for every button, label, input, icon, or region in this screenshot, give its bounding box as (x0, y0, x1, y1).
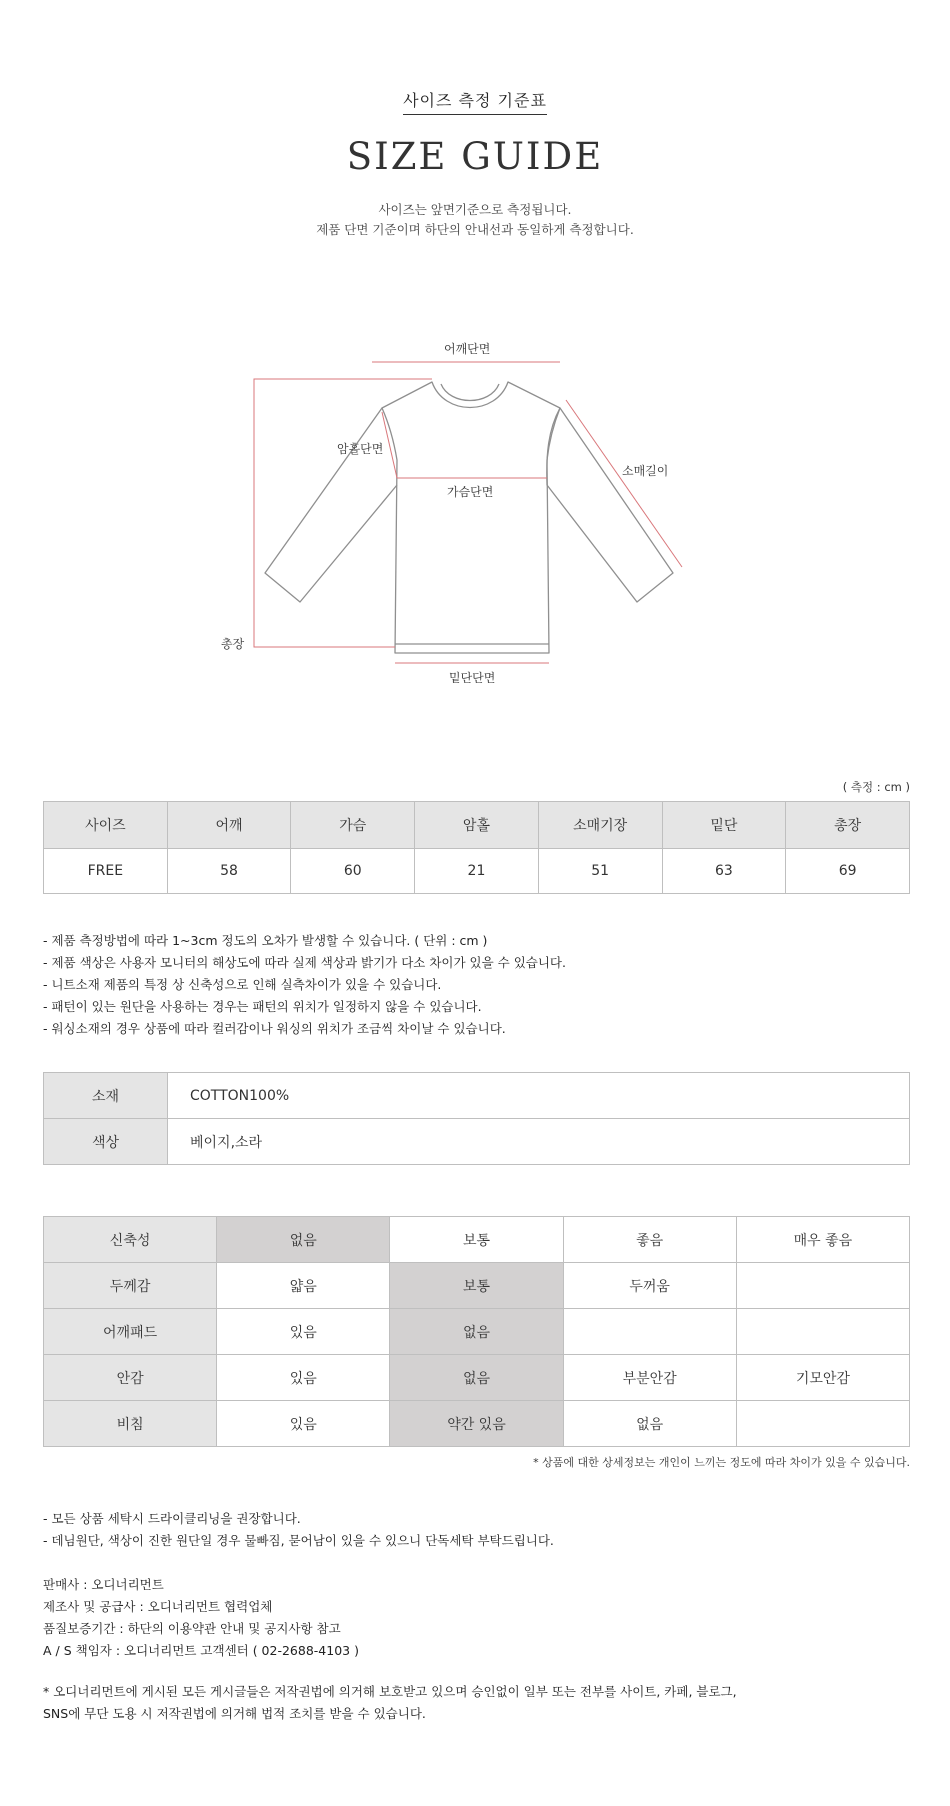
option-cell (736, 1401, 909, 1447)
page-title: SIZE GUIDE (346, 135, 604, 178)
attribute-label: 두께감 (44, 1263, 217, 1309)
armhole-label: 암홀단면 (337, 442, 384, 456)
column-header: 총장 (786, 802, 910, 849)
option-cell: 매우 좋음 (736, 1217, 909, 1263)
feel-table-note: * 상품에 대한 상세정보는 개인이 느끼는 정도에 따라 차이가 있을 수 있습니다. (533, 1456, 910, 1469)
column-header: 밑단 (662, 802, 786, 849)
option-cell (736, 1309, 909, 1355)
column-header: 어깨 (167, 802, 291, 849)
hem-label: 밑단단면 (449, 671, 496, 685)
attribute-label: 신축성 (44, 1217, 217, 1263)
table-row (44, 1263, 910, 1309)
description-line: 제품 단면 기준이며 하단의 안내선과 동일하게 측정합니다. (316, 222, 634, 237)
table-row (44, 1073, 910, 1119)
option-cell-selected: 없음 (390, 1355, 563, 1401)
attribute-label: 어깨패드 (44, 1309, 217, 1355)
attribute-label: 비침 (44, 1401, 217, 1447)
column-header: 사이즈 (44, 802, 168, 849)
seller-info (43, 1574, 359, 1662)
table-cell: 60 (291, 849, 415, 894)
option-cell-selected: 없음 (390, 1309, 563, 1355)
info-line: A / S 책임자 : 오디너리먼트 고객센터 ( 02-2688-4103 ) (43, 1643, 359, 1658)
note-line: - 패턴이 있는 원단을 사용하는 경우는 패턴의 위치가 일정하지 않을 수 있습니다. (43, 999, 482, 1014)
note-line: - 니트소재 제품의 특정 상 신축성으로 인해 실측차이가 있을 수 있습니다. (43, 977, 442, 992)
info-line: 판매사 : 오디너리먼트 (43, 1577, 164, 1592)
size-guide-header (0, 88, 950, 240)
product-feel-table (43, 1216, 910, 1447)
option-cell: 두꺼움 (563, 1263, 736, 1309)
attribute-label: 안감 (44, 1355, 217, 1401)
note-line: - 모든 상품 세탁시 드라이클리닝을 권장합니다. (43, 1511, 301, 1526)
sweater-outline-icon (0, 330, 950, 700)
measurement-description (0, 200, 950, 240)
table-header-row (44, 802, 910, 849)
table-row (44, 1217, 910, 1263)
material-value: COTTON100% (168, 1073, 910, 1119)
option-cell: 있음 (217, 1401, 390, 1447)
column-header: 암홀 (415, 802, 539, 849)
material-label: 소재 (44, 1073, 168, 1119)
option-cell: 없음 (563, 1401, 736, 1447)
chest-label: 가슴단면 (447, 485, 494, 499)
option-cell (563, 1309, 736, 1355)
column-header: 가슴 (291, 802, 415, 849)
shoulder-label: 어깨단면 (444, 342, 491, 356)
option-cell: 기모안감 (736, 1355, 909, 1401)
color-label: 색상 (44, 1119, 168, 1165)
option-cell-selected: 없음 (217, 1217, 390, 1263)
table-cell: 63 (662, 849, 786, 894)
option-cell: 부분안감 (563, 1355, 736, 1401)
note-line: - 제품 색상은 사용자 모니터의 해상도에 따라 실제 색상과 밝기가 다소 차이가 있을 수 있습니다. (43, 955, 566, 970)
column-header: 소매기장 (538, 802, 662, 849)
info-line: 제조사 및 공급사 : 오디너리먼트 협력업체 (43, 1599, 273, 1614)
measurement-unit: ( 측정 : cm ) (842, 780, 910, 794)
color-value: 베이지,소라 (168, 1119, 910, 1165)
option-cell-selected: 약간 있음 (390, 1401, 563, 1447)
note-line: - 데님원단, 색상이 진한 원단일 경우 물빠짐, 묻어남이 있을 수 있으니 단독세탁 부탁드립니다. (43, 1533, 554, 1548)
sleeve-length-label: 소매길이 (622, 464, 669, 478)
description-line: 사이즈는 앞면기준으로 측정됩니다. (378, 202, 572, 217)
table-cell: 58 (167, 849, 291, 894)
size-table (43, 801, 910, 894)
table-row (44, 1119, 910, 1165)
copyright-notice (43, 1681, 737, 1725)
note-line: - 제품 측정방법에 따라 1~3cm 정도의 오차가 발생할 수 있습니다. ( 단위 : cm ) (43, 933, 488, 948)
copyright-line: SNS에 무단 도용 시 저작권법에 의거해 법적 조치를 받을 수 있습니다. (43, 1706, 426, 1721)
info-line: 품질보증기간 : 하단의 이용약관 안내 및 공지사항 참고 (43, 1621, 341, 1636)
table-row (44, 1309, 910, 1355)
table-cell: 21 (415, 849, 539, 894)
option-cell: 얇음 (217, 1263, 390, 1309)
table-cell: 51 (538, 849, 662, 894)
table-row (44, 849, 910, 894)
table-row (44, 1401, 910, 1447)
option-cell: 보통 (390, 1217, 563, 1263)
copyright-line: * 오디너리먼트에 게시된 모든 게시글들은 저작권법에 의거해 보호받고 있으며 승인없이 일부 또는 전부를 사이트, 카페, 블로그, (43, 1684, 737, 1699)
care-notes (43, 1508, 554, 1552)
table-row (44, 1355, 910, 1401)
option-cell-selected: 보통 (390, 1263, 563, 1309)
garment-measurement-diagram (0, 330, 950, 700)
table-cell: FREE (44, 849, 168, 894)
table-cell: 69 (786, 849, 910, 894)
measurement-notes (43, 930, 566, 1040)
note-line: - 워싱소재의 경우 상품에 따라 컬러감이나 워싱의 위치가 조금씩 차이날 수 있습니다. (43, 1021, 506, 1036)
material-table (43, 1072, 910, 1165)
option-cell: 좋음 (563, 1217, 736, 1263)
option-cell: 있음 (217, 1309, 390, 1355)
option-cell: 있음 (217, 1355, 390, 1401)
total-length-label: 총장 (221, 637, 245, 651)
option-cell (736, 1263, 909, 1309)
korean-title: 사이즈 측정 기준표 (403, 88, 547, 115)
